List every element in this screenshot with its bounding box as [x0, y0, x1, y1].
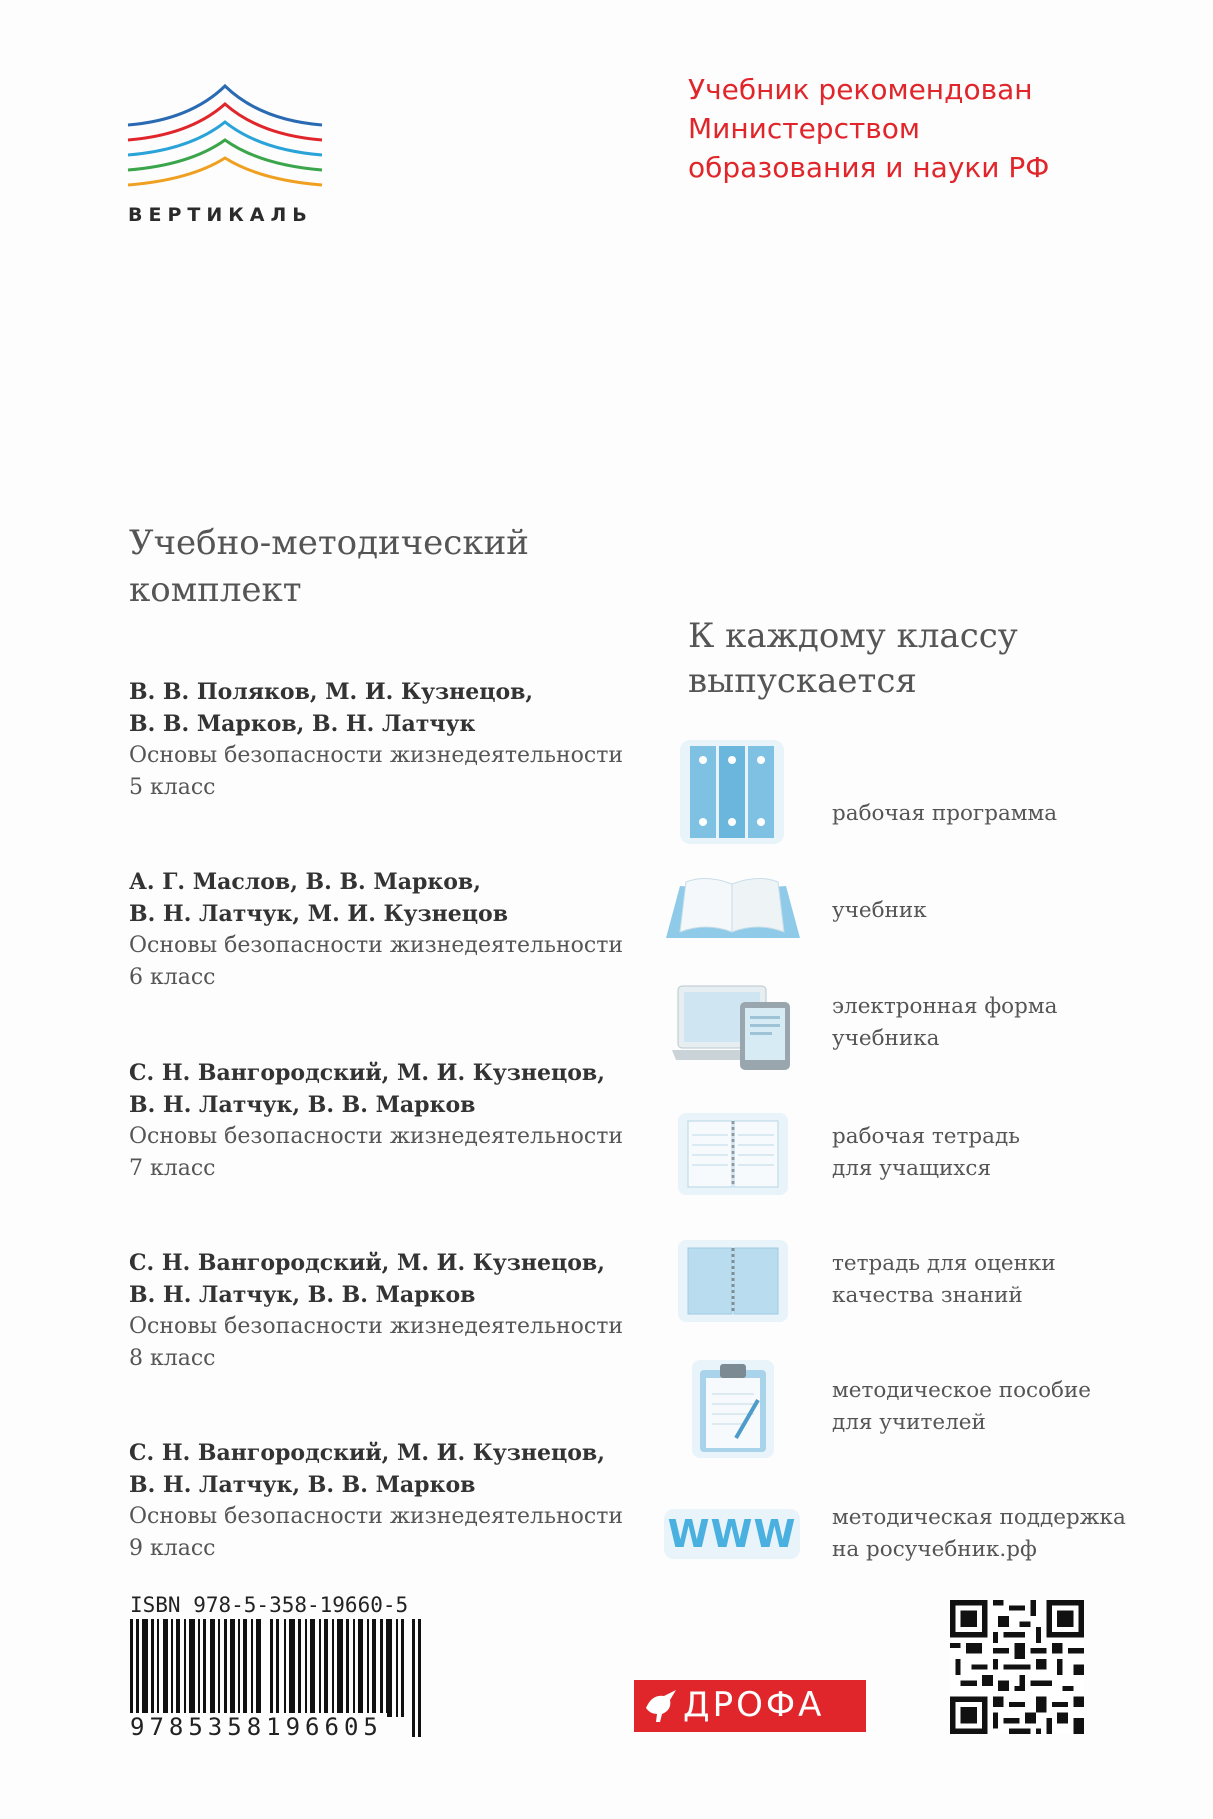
book-entry-6: [129, 866, 623, 994]
item-electronic-form: электронная форма учебника: [832, 994, 1058, 1051]
assessment-notebook-icon: [678, 1240, 788, 1322]
book-authors: В. Н. Латчук, В. В. Марков: [129, 1282, 476, 1308]
www-icon: WWW: [664, 1509, 800, 1559]
workbook-icon: [678, 1113, 788, 1195]
book-grade: 9 класс: [129, 1536, 216, 1561]
book-entry-9: [129, 1437, 623, 1565]
recommendation-line: образования и науки РФ: [688, 151, 1050, 184]
book-grade: 5 класс: [129, 775, 216, 800]
recommendation-line: Учебник рекомендован: [688, 73, 1033, 106]
bird-icon: [642, 1686, 680, 1726]
logo-arc-5: [128, 158, 322, 185]
book-subject: Основы безопасности жизнедеятельности: [129, 1124, 624, 1149]
book-authors: В. В. Марков, В. Н. Латчук: [129, 711, 476, 737]
devices-icon: [672, 984, 796, 1072]
umk-title: Учебно-методический комплект: [129, 523, 529, 610]
book-grade: 7 класс: [129, 1156, 216, 1181]
recommendation-text: [688, 70, 1049, 187]
isbn-label: ISBN 978-5-358-19660-5: [130, 1593, 409, 1617]
item-student-workbook: рабочая тетрадь для учащихся: [832, 1124, 1020, 1181]
book-grade: 6 класс: [129, 965, 216, 990]
item-online-support: методическая поддержка на росучебник.рф: [832, 1505, 1126, 1562]
book-grade: 8 класс: [129, 1346, 216, 1371]
book-entry-5: [129, 676, 623, 804]
qr-code: [950, 1600, 1084, 1734]
book-subject: Основы безопасности жизнедеятельности: [129, 933, 624, 958]
clipboard-icon: [692, 1360, 774, 1458]
book-subject: Основы безопасности жизнедеятельности: [129, 1504, 624, 1529]
book-subject: Основы безопасности жизнедеятельности: [129, 743, 624, 768]
book-authors: В. Н. Латчук, М. И. Кузнецов: [129, 901, 508, 927]
book-authors: С. Н. Вангородский, М. И. Кузнецов,: [129, 1250, 605, 1276]
item-teacher-guide: методическое пособие для учителей: [832, 1378, 1092, 1435]
book-authors: В. Н. Латчук, В. В. Марков: [129, 1092, 476, 1118]
book-entry-8: [129, 1247, 623, 1375]
binders-icon: [680, 740, 784, 844]
book-subject: Основы безопасности жизнедеятельности: [129, 1314, 624, 1339]
recommendation-line: Министерством: [688, 112, 921, 145]
barcode-digits: 9785358196605: [130, 1713, 387, 1741]
open-book-icon: [660, 872, 806, 946]
book-authors: С. Н. Вангородский, М. И. Кузнецов,: [129, 1060, 605, 1086]
book-authors: В. В. Поляков, М. И. Кузнецов,: [129, 679, 534, 705]
publisher-name: ДРОФА: [683, 1685, 825, 1725]
book-authors: С. Н. Вангородский, М. И. Кузнецов,: [129, 1440, 605, 1466]
book-entry-7: [129, 1057, 623, 1185]
item-textbook: учебник: [832, 898, 927, 923]
release-title: К каждому классу выпускается: [688, 616, 1018, 701]
item-assessment-notebook: тетрадь для оценки качества знаний: [832, 1251, 1056, 1308]
series-logo: [120, 80, 330, 200]
book-authors: В. Н. Латчук, В. В. Марков: [129, 1472, 476, 1498]
series-logo-name: ВЕРТИКАЛЬ: [128, 204, 313, 226]
book-authors: А. Г. Маслов, В. В. Марков,: [129, 869, 481, 895]
logo-arc-4: [128, 140, 322, 170]
item-work-program: рабочая программа: [832, 801, 1058, 826]
